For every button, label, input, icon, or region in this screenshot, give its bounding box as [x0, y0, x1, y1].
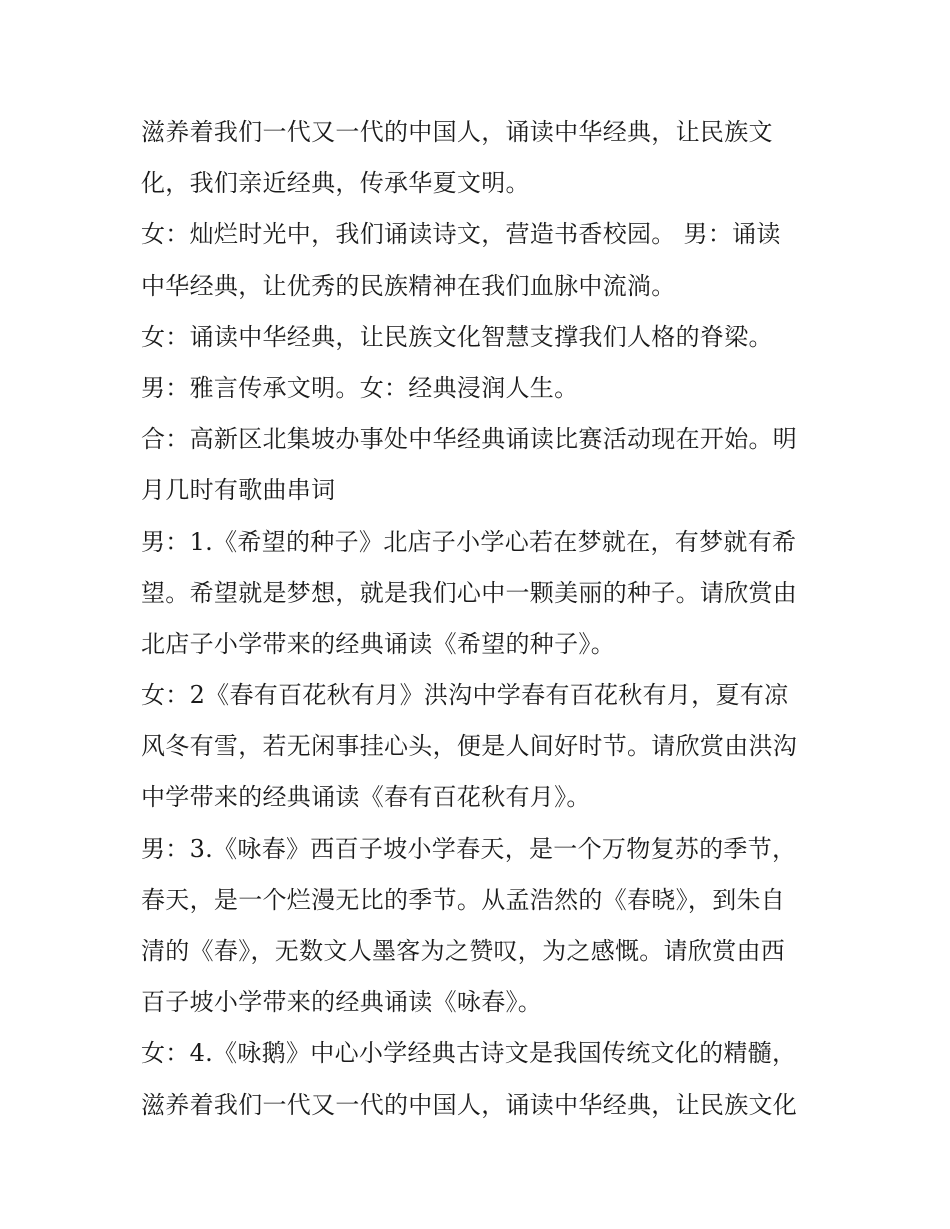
text-line: 望。希望就是梦想，就是我们心中一颗美丽的种子。请欣赏由 — [141, 578, 798, 607]
text-line: 女：灿烂时光中，我们诵读诗文，营造书香校园。 男：诵读 — [141, 220, 781, 249]
body-text — [141, 107, 821, 1131]
text-line: 清的《春》，无数文人墨客为之赞叹，为之感慨。请欣赏由西 — [141, 937, 786, 965]
text-line: 滋养着我们一代又一代的中国人，诵读中华经典，让民族文化 — [141, 1090, 798, 1119]
text-line: 月几时有歌曲串词 — [141, 476, 336, 505]
text-line: 男：1.《希望的种子》北店子小学心若在梦就在，有梦就有希 — [141, 527, 797, 556]
text-line: 百子坡小学带来的经典诵读《咏春》。 — [141, 988, 543, 1017]
text-line: 男：3.《咏春》西百子坡小学春天，是一个万物复苏的季节， — [141, 834, 797, 863]
text-line: 男：雅言传承文明。女：经典浸润人生。 — [141, 373, 579, 402]
text-line: 春天，是一个烂漫无比的季节。从孟浩然的《春晓》，到朱自 — [141, 885, 786, 914]
text-line: 合：高新区北集坡办事处中华经典诵读比赛活动现在开始。明 — [141, 425, 798, 454]
text-line: 化，我们亲近经典，传承华夏文明。 — [141, 169, 530, 198]
text-line: 女：4.《咏鹅》中心小学经典古诗文是我国传统文化的精髓， — [141, 1039, 797, 1068]
text-line: 风冬有雪，若无闲事挂心头，便是人间好时节。请欣赏由洪沟 — [141, 732, 798, 761]
text-line: 女：诵读中华经典，让民族文化智慧支撑我们人格的脊梁。 — [141, 322, 773, 351]
text-line: 中华经典，让优秀的民族精神在我们血脉中流淌。 — [141, 271, 676, 300]
text-line: 北店子小学带来的经典诵读《希望的种子》。 — [141, 629, 615, 658]
text-line: 滋养着我们一代又一代的中国人，诵读中华经典，让民族文 — [141, 118, 773, 146]
text-line: 女：2《春有百花秋有月》洪沟中学春有百花秋有月，夏有凉 — [141, 681, 789, 710]
text-line: 中学带来的经典诵读《春有百花秋有月》。 — [141, 783, 591, 812]
